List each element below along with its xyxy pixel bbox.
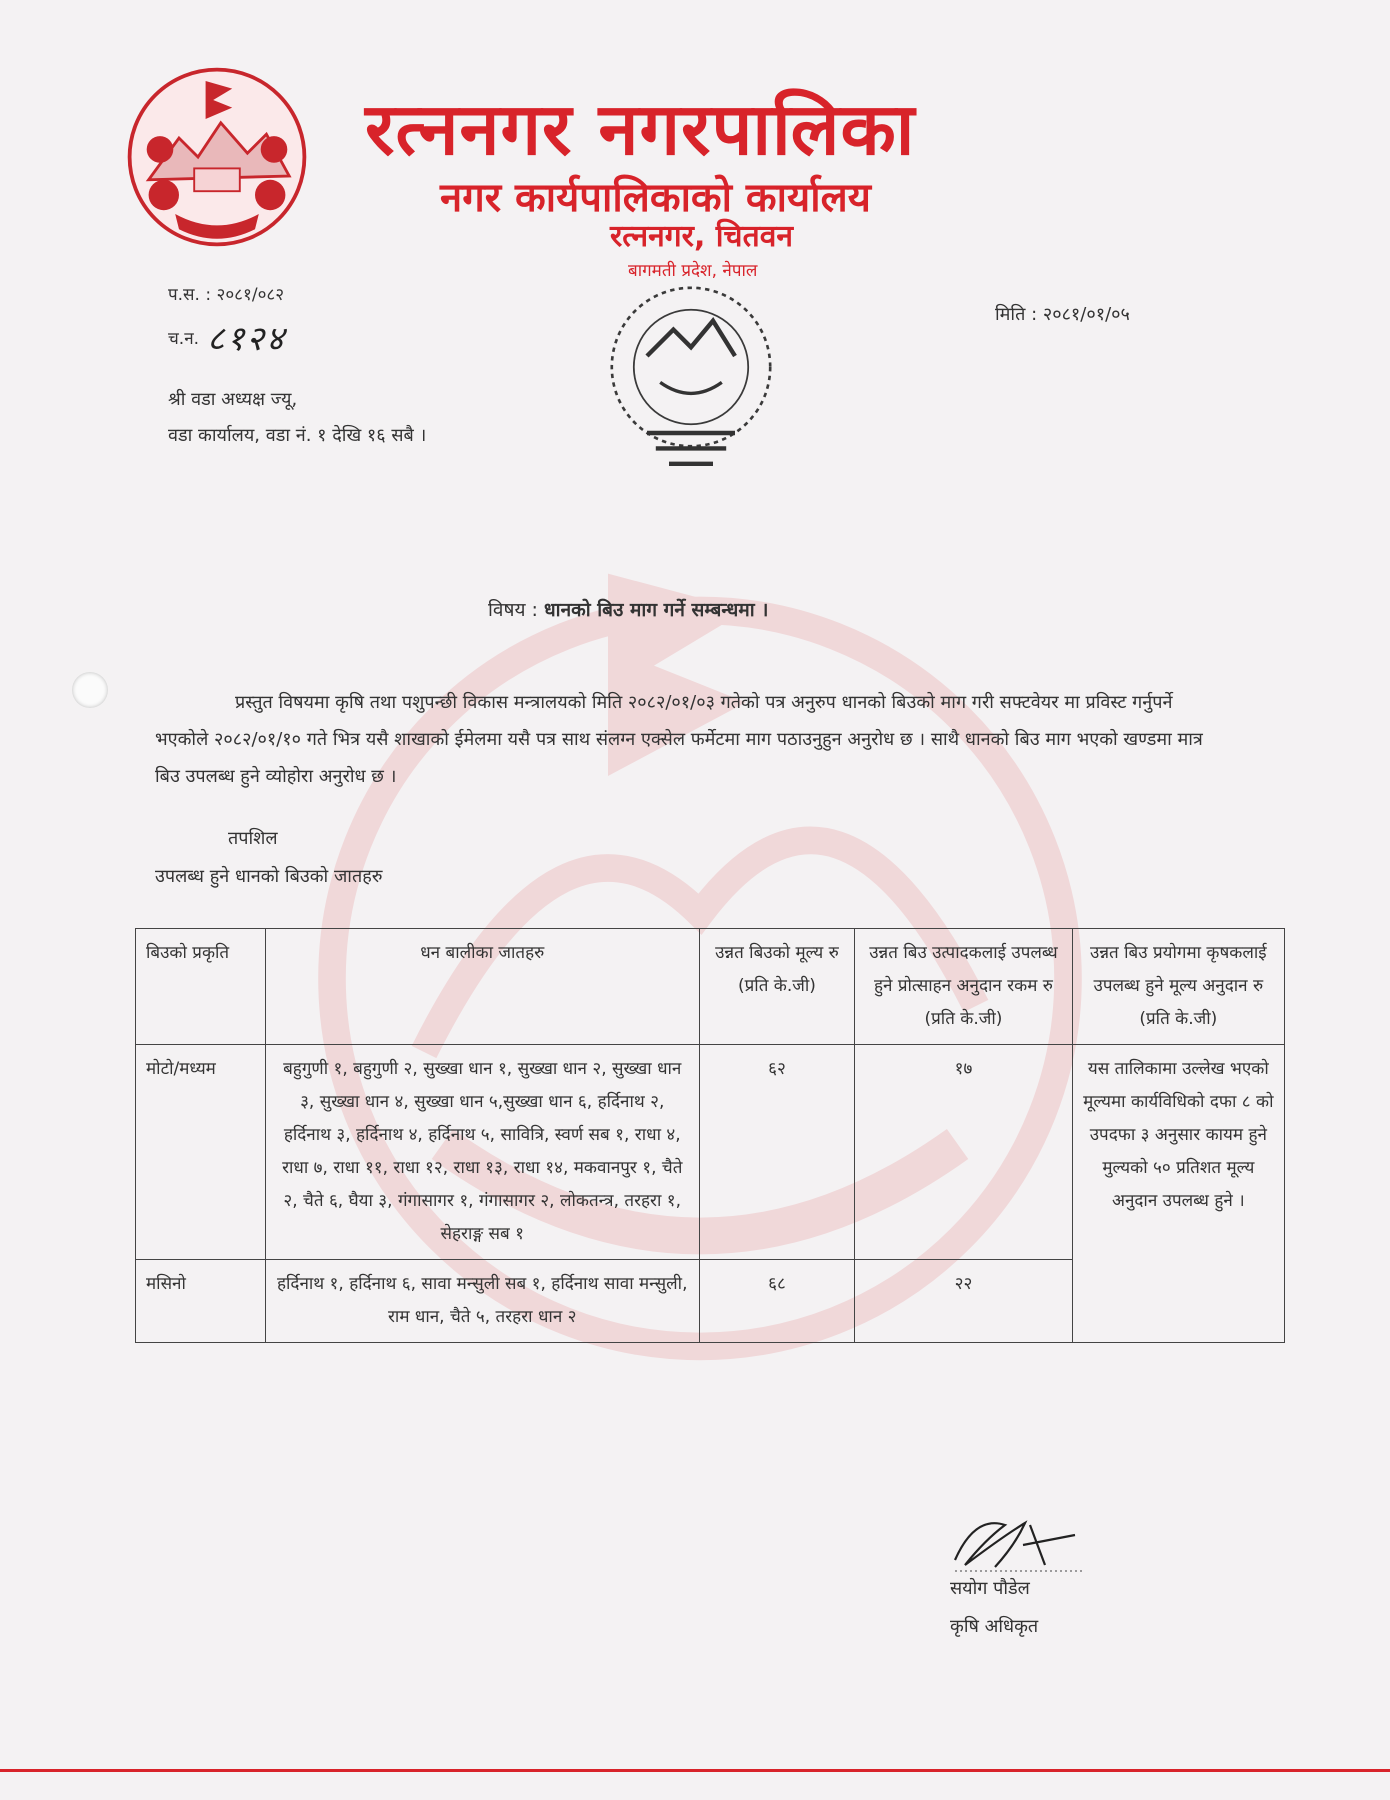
- addressee-line-2: वडा कार्यालय, वडा नं. १ देखि १६ सबै ।: [168, 425, 427, 446]
- signatory-title: कृषि अधिकृत: [950, 1616, 1039, 1637]
- punch-hole: [72, 672, 108, 708]
- row-varieties: बहुगुणी १, बहुगुणी २, सुख्खा धान १, सुख्खा धान २, सुख्खा धान ३, सुख्खा धान ४, सुख्खा धान ५,सुख्खा धान ६, हर्दिनाथ २, हर्दिनाथ ३, हर्दिनाथ ४, हर्दिनाथ ५, सावित्रि, स्वर्ण सब १, राधा ४, राधा ७, राधा ११, राधा १२, राधा १३, राधा १४, मकवानपुर १, चैते २, चैते ६, घैया ३, गंगासागर १, गंगासागर २, लोकतन्त्र, तरहरा १, सेहराङ्ग सब १: [265, 1045, 699, 1260]
- nepal-emblem-logo: [122, 62, 312, 252]
- header-seed-type: बिउको प्रकृति: [136, 929, 266, 1045]
- reference-number: प.स. : २०८१/०८२: [168, 285, 285, 305]
- row-seed-price: ६२: [699, 1045, 855, 1260]
- header-farmer-subsidy: उन्नत बिउ प्रयोगमा कृषकलाई उपलब्ध हुने मूल्य अनुदान रु (प्रति के.जी): [1072, 929, 1284, 1045]
- header-producer-incentive: उन्नत बिउ उत्पादकलाई उपलब्ध हुने प्रोत्साहन अनुदान रकम रु (प्रति के.जी): [855, 929, 1072, 1045]
- subject-label: विषय :: [488, 599, 538, 621]
- office-stamp: [576, 268, 806, 488]
- handwritten-signature: [935, 1505, 1095, 1585]
- office-province: बागमती प्रदेश, नेपाल: [628, 261, 758, 281]
- seed-variety-table: [135, 928, 1285, 1343]
- farmer-subsidy-note: यस तालिकामा उल्लेख भएको मूल्यमा कार्यविधिको दफा ८ को उपदफा ३ अनुसार कायम हुने मुल्यको ५० प्रतिशत मूल्य अनुदान उपलब्ध हुने ।: [1072, 1045, 1284, 1343]
- row-producer-incentive: २२: [855, 1260, 1072, 1343]
- municipality-title: रत्ननगर नगरपालिका: [365, 87, 916, 171]
- bottom-border: [0, 1769, 1390, 1772]
- letter-date: मिति : २०८१/०१/०५: [995, 304, 1130, 325]
- details-label: तपशिल: [228, 828, 278, 849]
- table-intro: उपलब्ध हुने धानको बिउको जातहरु: [155, 866, 383, 887]
- dispatch-number-handwritten: ८१२४: [207, 319, 286, 359]
- dispatch-number: [168, 314, 286, 360]
- subject-line: [488, 596, 768, 622]
- row-producer-incentive: १७: [855, 1045, 1072, 1260]
- row-seed-type: मोटो/मध्यम: [136, 1045, 266, 1260]
- row-seed-price: ६८: [699, 1260, 855, 1343]
- dispatch-label: च.न.: [168, 328, 200, 349]
- body-paragraph: प्रस्तुत विषयमा कृषि तथा पशुपन्छी विकास मन्त्रालयको मिति २०८२/०१/०३ गतेको पत्र अनुरुप धानको बिउको माग गरी सफ्टवेयर मा प्रविस्ट गर्नुपर्ने भएकोले २०८२/०१/१० गते भित्र यसै शाखाको ईमेलमा यसै पत्र साथ संलग्न एक्सेल फर्मेटमा माग पठाउनुहुन अनुरोध छ । साथै धानको बिउ माग भएको खण्डमा मात्र बिउ उपलब्ध हुने व्योहोरा अनुरोध छ ।: [155, 692, 1203, 787]
- office-place: रत्ननगर, चितवन: [610, 219, 794, 254]
- header-seed-price: उन्नत बिउको मूल्य रु (प्रति के.जी): [699, 929, 855, 1045]
- subject-text: धानको बिउ माग गर्ने सम्बन्धमा ।: [543, 599, 769, 621]
- table-header-row: [136, 929, 1285, 1045]
- row-varieties: हर्दिनाथ १, हर्दिनाथ ६, सावा मन्सुली सब १, हर्दिनाथ सावा मन्सुली, राम धान, चैते ५, तरहरा धान २: [265, 1260, 699, 1343]
- row-seed-type: मसिनो: [136, 1260, 266, 1343]
- addressee: [168, 382, 426, 454]
- signatory-name: सयोग पौडेल: [950, 1578, 1030, 1599]
- addressee-line-1: श्री वडा अध्यक्ष ज्यू,: [168, 389, 298, 410]
- office-subtitle: नगर कार्यपालिकाको कार्यालय: [440, 175, 871, 221]
- header-varieties: धन बालीका जातहरु: [265, 929, 699, 1045]
- table-row: [136, 1045, 1285, 1260]
